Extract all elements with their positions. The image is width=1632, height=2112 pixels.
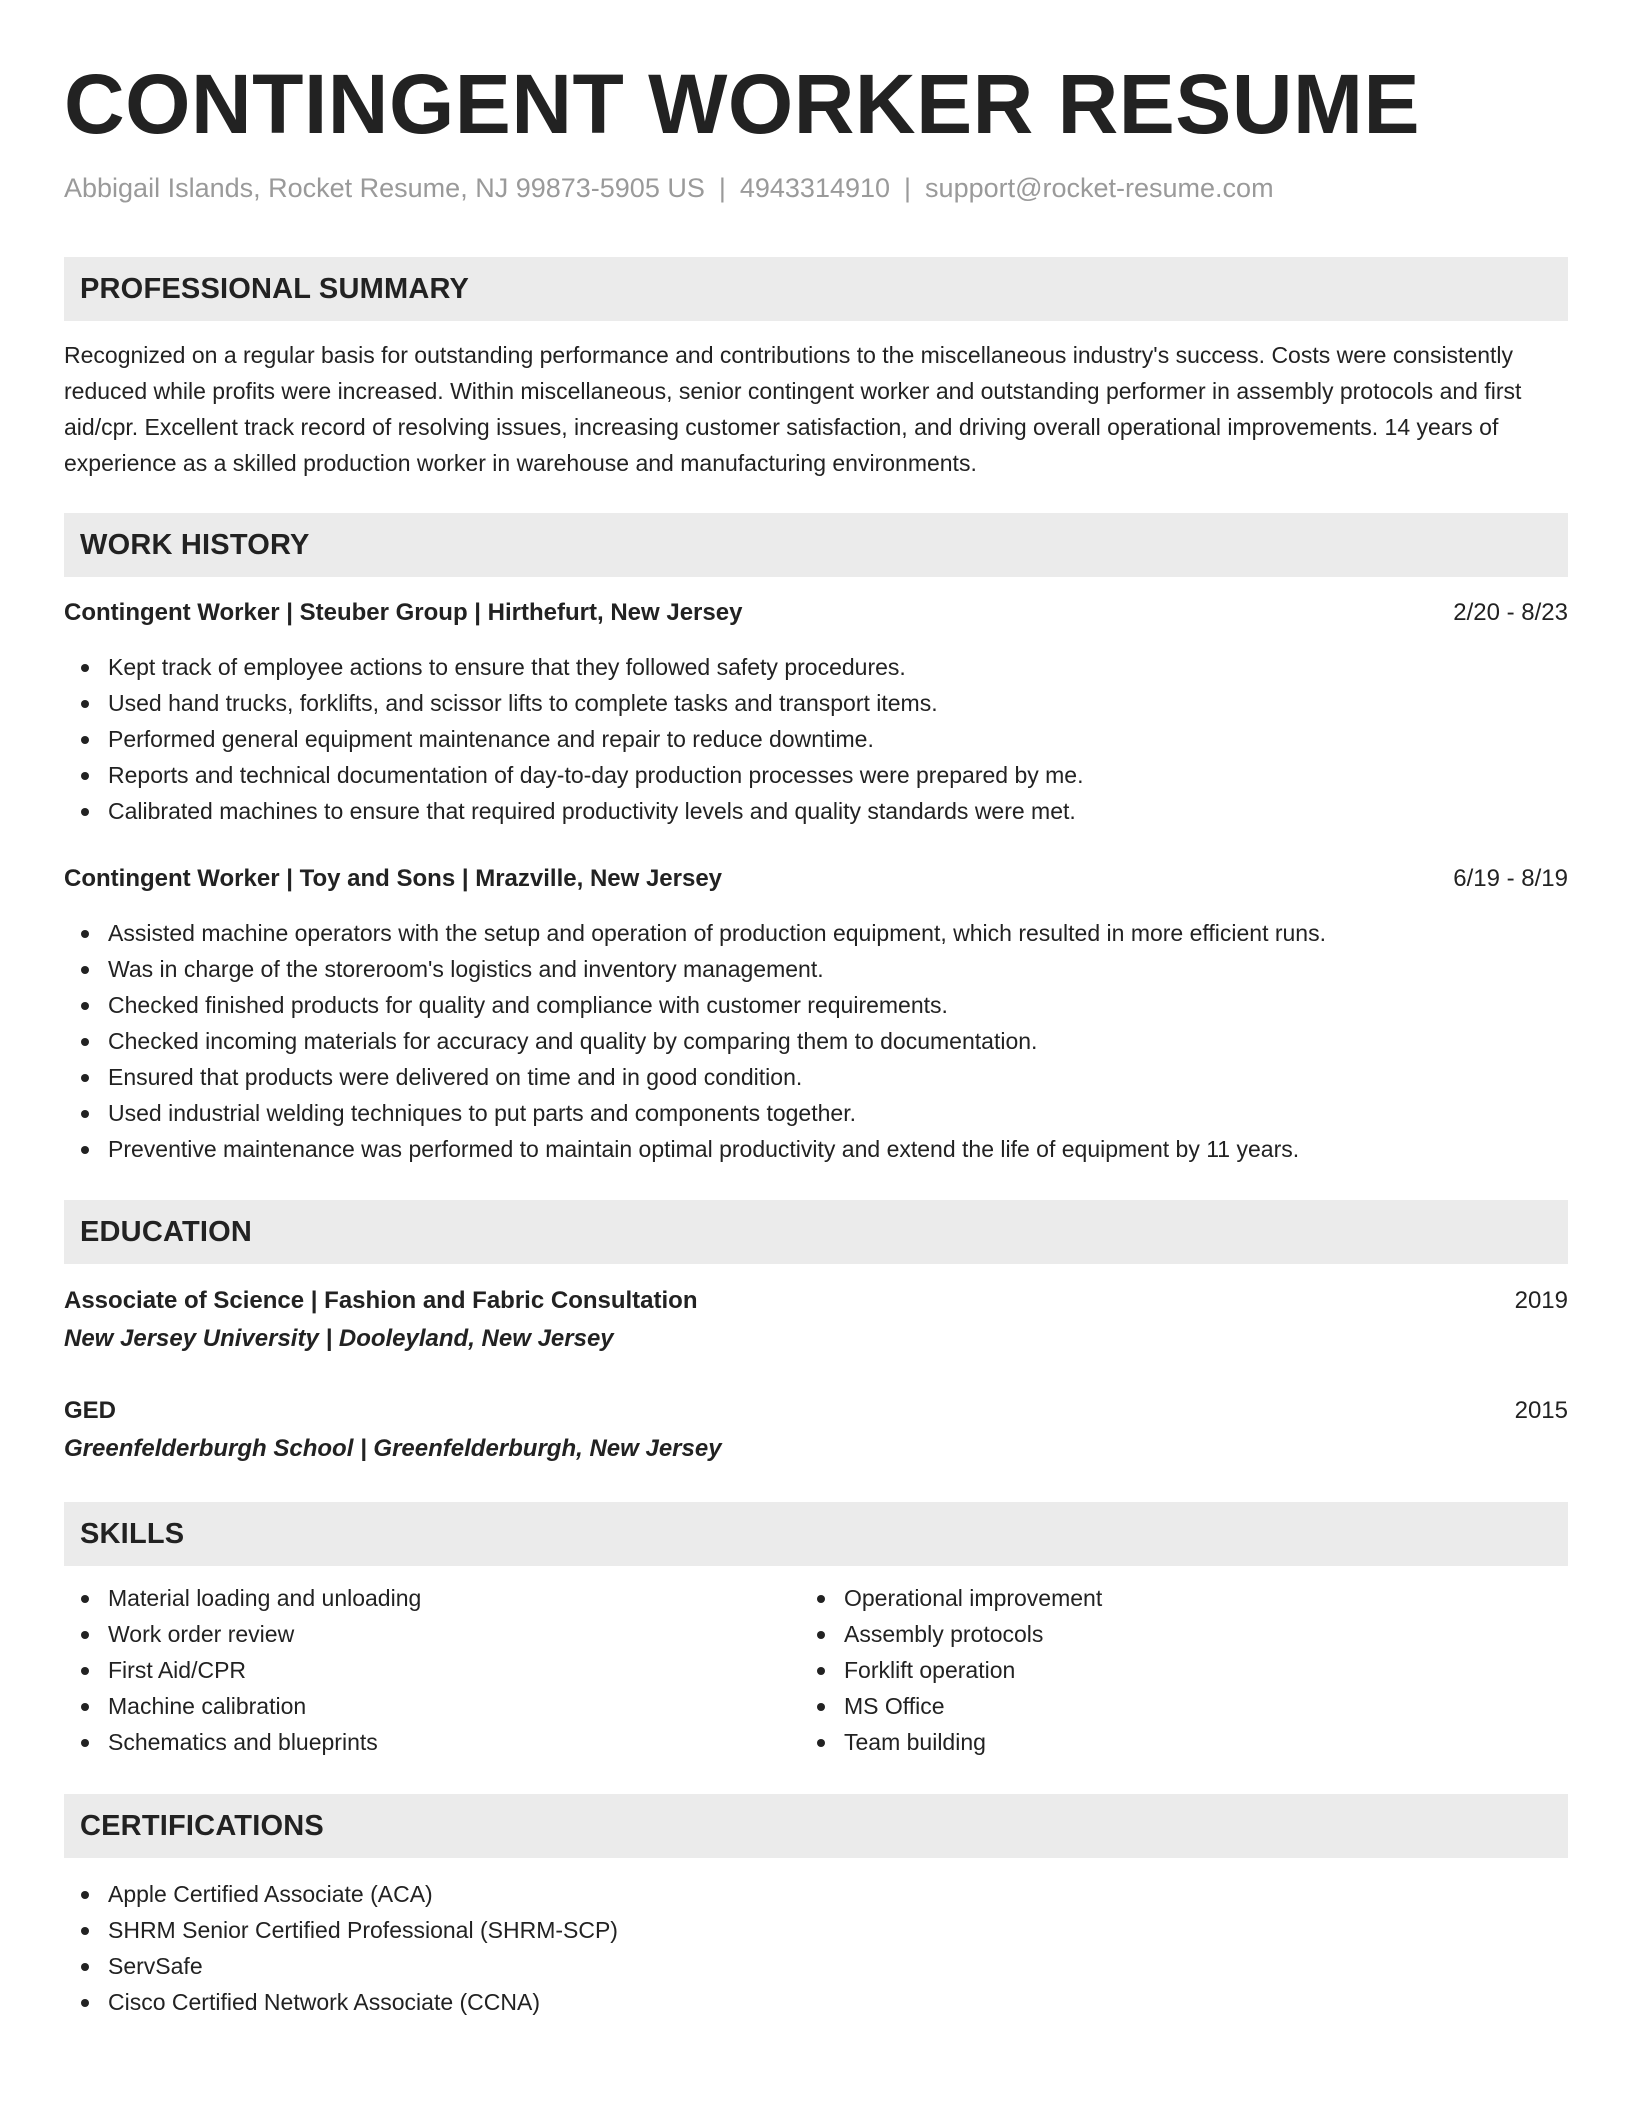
certification-item: SHRM Senior Certified Professional (SHRM-SCP)	[64, 1912, 1568, 1948]
contact-line	[64, 170, 1568, 206]
certification-item: Cisco Certified Network Associate (CCNA)	[64, 1984, 1568, 2020]
skills-grid	[64, 1580, 1568, 1760]
skill-item: Work order review	[64, 1616, 800, 1652]
job-bullet: Used industrial welding techniques to put parts and components together.	[64, 1095, 1568, 1131]
resume-title: CONTINGENT WORKER RESUME	[64, 57, 1420, 151]
job-title: Contingent Worker | Toy and Sons | Mrazville, New Jersey	[64, 865, 723, 892]
skill-item: Team building	[800, 1724, 1536, 1760]
education-year: 2015	[1514, 1397, 1568, 1424]
skill-item: Machine calibration	[64, 1688, 800, 1724]
job-entry	[64, 595, 1568, 829]
education-school: New Jersey University | Dooleyland, New Jersey	[64, 1325, 614, 1352]
education-header	[64, 1282, 1568, 1320]
education-degree: Associate of Science | Fashion and Fabric Consultation	[64, 1287, 698, 1314]
contact-separator: |	[904, 173, 912, 203]
job-bullet: Performed general equipment maintenance and repair to reduce downtime.	[64, 721, 1568, 757]
job-bullet: Checked finished products for quality and compliance with customer requirements.	[64, 987, 1568, 1023]
certification-item: ServSafe	[64, 1948, 1568, 1984]
job-header	[64, 595, 1568, 631]
skills-column-left	[64, 1580, 800, 1760]
education-year: 2019	[1514, 1287, 1568, 1314]
job-dates: 2/20 - 8/23	[1453, 599, 1568, 626]
job-header	[64, 861, 1568, 897]
job-bullet-list	[64, 915, 1568, 1167]
section-heading-work-history: WORK HISTORY	[64, 513, 1568, 577]
job-bullet-list	[64, 649, 1568, 829]
skill-item: Assembly protocols	[800, 1616, 1536, 1652]
skill-item: Schematics and blueprints	[64, 1724, 800, 1760]
job-bullet: Preventive maintenance was performed to maintain optimal productivity and extend the life of equipment by 11 years.	[64, 1131, 1568, 1167]
skill-item: Material loading and unloading	[64, 1580, 800, 1616]
education-entry	[64, 1392, 1568, 1468]
job-bullet: Assisted machine operators with the setup and operation of production equipment, which resulted in more efficient runs.	[64, 915, 1568, 951]
summary-text: Recognized on a regular basis for outstanding performance and contributions to the miscellaneous industry's success. Costs were consistently reduced while profits were increased. Within miscellaneous, senior contingent worker and outstanding performer in assembly protocols and first aid/cpr. Excellent track record of resolving issues, increasing customer satisfaction, and driving overall operational improvements. 14 years of experience as a skilled production worker in warehouse and manufacturing environments.	[64, 342, 1522, 476]
job-bullet: Checked incoming materials for accuracy and quality by comparing them to documentation.	[64, 1023, 1568, 1059]
skill-item: Operational improvement	[800, 1580, 1536, 1616]
education-degree: GED	[64, 1397, 117, 1424]
section-heading-education: EDUCATION	[64, 1200, 1568, 1264]
job-title: Contingent Worker | Steuber Group | Hirthefurt, New Jersey	[64, 599, 743, 626]
education-entry	[64, 1282, 1568, 1358]
education-header	[64, 1392, 1568, 1430]
skill-item: Forklift operation	[800, 1652, 1536, 1688]
certification-list	[64, 1876, 1568, 2020]
skill-item: First Aid/CPR	[64, 1652, 800, 1688]
contact-phone: 4943314910	[739, 173, 891, 203]
contact-separator: |	[718, 173, 726, 203]
job-bullet: Used hand trucks, forklifts, and scissor lifts to complete tasks and transport items.	[64, 685, 1568, 721]
skill-item: MS Office	[800, 1688, 1536, 1724]
job-bullet: Was in charge of the storeroom's logistics and inventory management.	[64, 951, 1568, 987]
contact-email: support@rocket-resume.com	[925, 173, 1274, 203]
contact-address: Abbigail Islands, Rocket Resume, NJ 99873-5905 US	[64, 173, 705, 203]
job-dates: 6/19 - 8/19	[1453, 865, 1568, 892]
job-bullet: Kept track of employee actions to ensure that they followed safety procedures.	[64, 649, 1568, 685]
section-heading-skills: SKILLS	[64, 1502, 1568, 1566]
education-school: Greenfelderburgh School | Greenfelderburgh, New Jersey	[64, 1435, 722, 1462]
job-entry	[64, 861, 1568, 1167]
certification-item: Apple Certified Associate (ACA)	[64, 1876, 1568, 1912]
job-bullet: Calibrated machines to ensure that required productivity levels and quality standards were met.	[64, 793, 1568, 829]
section-heading-summary: PROFESSIONAL SUMMARY	[64, 257, 1568, 321]
job-bullet: Reports and technical documentation of day-to-day production processes were prepared by me.	[64, 757, 1568, 793]
section-heading-certifications: CERTIFICATIONS	[64, 1794, 1568, 1858]
job-bullet: Ensured that products were delivered on time and in good condition.	[64, 1059, 1568, 1095]
skills-column-right	[800, 1580, 1536, 1760]
